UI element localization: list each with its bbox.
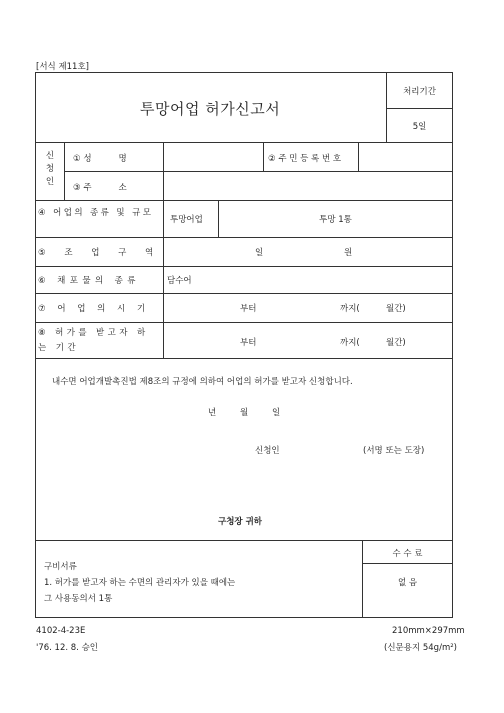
- address-label: ③ 주 소: [73, 183, 127, 193]
- permit-period-until: 까지(: [340, 338, 360, 348]
- permit-period-label: ⑧ 허가를 받고자 하는 기간: [38, 328, 149, 353]
- catch-type-label: ⑥ 채포물의 종류: [38, 276, 140, 286]
- permit-period-from: 부터: [240, 338, 257, 348]
- processing-period-label: 처리기간: [403, 87, 436, 97]
- fishing-type-value: 투망어업: [170, 215, 203, 225]
- documents-item-1: 1. 허가를 받고자 하는 수면의 관리자가 있을 때에는: [44, 578, 236, 588]
- permit-period-months: 월간): [386, 338, 406, 348]
- recipient: 구청장 귀하: [218, 517, 263, 527]
- operation-area-label: ⑤ 조 업 구 역: [38, 248, 162, 258]
- operation-area-value-2: 원: [344, 248, 353, 258]
- date-year: 년: [208, 408, 217, 418]
- documents-item-2: 그 사용동의서 1통: [44, 594, 113, 604]
- approval-date: '76. 12. 8. 승인: [36, 643, 99, 653]
- name-label: ① 성 명: [73, 154, 127, 164]
- fishing-period-from: 부터: [240, 304, 257, 314]
- date-month: 월: [240, 408, 249, 418]
- fishing-scale-value: 투망 1통: [319, 215, 352, 225]
- application-statement: 내수면 어업개발촉진법 제8조의 규정에 의하여 어업의 허가를 받고자 신청합니다.: [52, 377, 353, 387]
- fishing-period-label: ⑦ 어 업 의 시 기: [38, 304, 150, 314]
- signer-label: 신청인: [255, 446, 280, 456]
- catch-type-value: 담수어: [167, 276, 192, 286]
- paper-type: (신문용지 54g/m²): [384, 643, 457, 653]
- form-code: 4102-4-23E: [36, 626, 86, 636]
- rrn-label: ② 주 민 등 록 번 호: [268, 154, 342, 164]
- applicant-group-label: 신청인: [45, 151, 55, 187]
- processing-period-value: 5일: [412, 122, 427, 132]
- date-day: 일: [272, 408, 281, 418]
- signature-hint: (서명 또는 도장): [363, 446, 425, 456]
- operation-area-value-1: 일: [255, 248, 264, 258]
- fee-label: 수 수 료: [392, 549, 423, 559]
- fishing-period-months: 월간): [386, 304, 406, 314]
- form-title: 투망어업 허가신고서: [140, 100, 281, 118]
- fishing-period-until: 까지(: [340, 304, 360, 314]
- form-number: [서식 제11호]: [36, 62, 89, 72]
- documents-title: 구비서류: [44, 562, 77, 572]
- fee-value: 없 음: [397, 578, 418, 588]
- fishing-type-label: ④ 어업의 종류 및 규모: [38, 208, 154, 218]
- paper-size: 210mm×297mm: [392, 626, 465, 636]
